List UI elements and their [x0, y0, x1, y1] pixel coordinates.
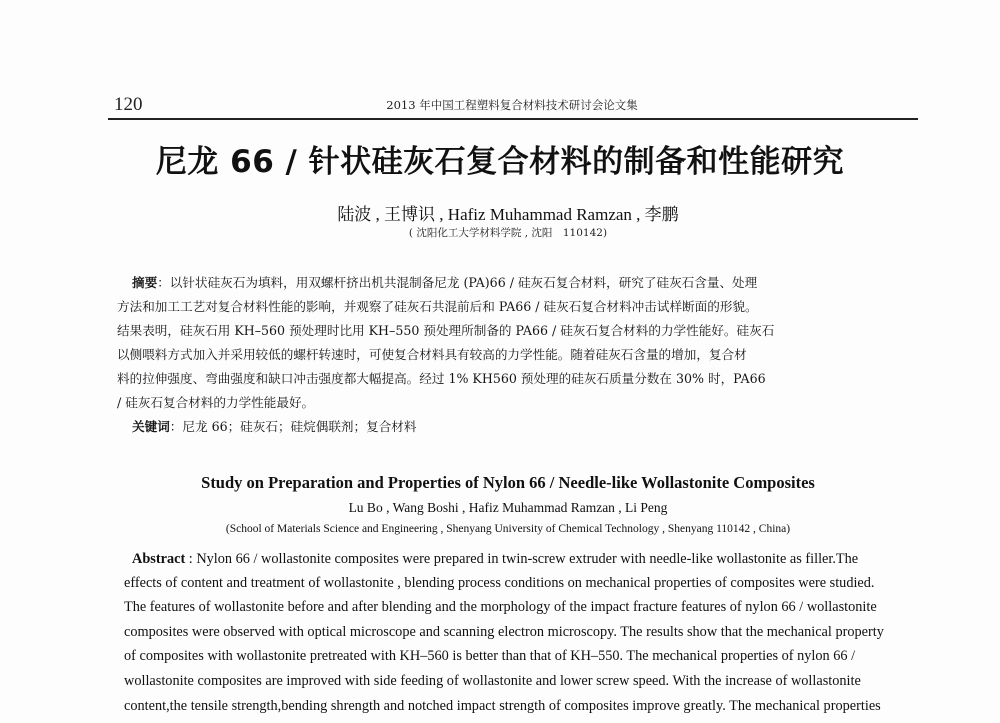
chinese-abstract-line: 料的拉伸强度、弯曲强度和缺口冲击强度都大幅提高。经过 1% KH560 预处理的硅灰石质量分数在 30% 时，PA66	[117, 371, 766, 386]
chinese-keywords: 关键词：尼龙 66；硅灰石；硅烷偶联剂；复合材料	[132, 419, 417, 434]
english-abstract-line: wollastonite composites are improved with side feeding of wollastonite and lower screw speed. With the increase of wollastonite	[124, 673, 861, 689]
chinese-abstract-line: 以侧喂料方式加入并采用较低的螺杆转速时，可使复合材料具有较高的力学性能。随着硅灰石含量的增加，复合材	[117, 347, 747, 362]
chinese-affiliation: ( 沈阳化工大学材料学院 , 沈阳 110142)	[408, 227, 608, 239]
english-affiliation: (School of Materials Science and Engineering , Shenyang University of Chemical Technology , Shenyang 110142 , China)	[225, 523, 791, 535]
chinese-abstract-label: 摘要	[132, 275, 158, 290]
running-header	[108, 94, 916, 118]
english-authors: Lu Bo , Wang Boshi , Hafiz Muhammad Ramzan , Li Peng	[348, 500, 668, 515]
english-title: Study on Preparation and Properties of Nylon 66 / Needle-like Wollastonite Composites	[201, 473, 815, 492]
english-abstract-line: composites were observed with optical microscope and scanning electron microscopy. The results show that the mechanical property	[124, 624, 884, 640]
chinese-abstract-line: / 硅灰石复合材料的力学性能最好。	[117, 395, 315, 410]
chinese-abstract-line: 摘要：以针状硅灰石为填料，用双螺杆挤出机共混制备尼龙 (PA)66 / 硅灰石复合材料，研究了硅灰石含量、处理	[132, 275, 758, 290]
english-abstract-line: effects of content and treatment of wollastonite , blending process conditions on mechanical properties of composites were studied.	[124, 575, 875, 591]
header-rule	[108, 118, 918, 120]
page-number: 120	[114, 94, 143, 115]
english-abstract-line: of composites with wollastonite pretreated with KH–560 is better than that of KH–550. The mechanical properties of nylon 66 /	[124, 648, 856, 664]
english-abstract-line: The features of wollastonite before and after blending and the morphology of the impact fracture features of nylon 66 / wollastonite	[124, 599, 877, 615]
english-abstract-line: content,the tensile strength,bending shrength and notched impact strength of composites improve greatly. The mechanical properties	[124, 698, 881, 714]
english-abstract-line: Abstract : Nylon 66 / wollastonite composites were prepared in twin-screw extruder with needle-like wollastonite as filler.The	[132, 551, 859, 567]
chinese-abstract-line: 结果表明，硅灰石用 KH–560 预处理时比用 KH–550 预处理所制备的 PA66 / 硅灰石复合材料的力学性能好。硅灰石	[117, 323, 775, 338]
chinese-abstract-line: 方法和加工工艺对复合材料性能的影响，并观察了硅灰石共混前后和 PA66 / 硅灰石复合材料冲击试样断面的形貌。	[117, 299, 758, 314]
chinese-authors: 陆波 , 王博识 , Hafiz Muhammad Ramzan , 李鹏	[337, 205, 679, 224]
chinese-keywords-label: 关键词	[132, 419, 170, 434]
journal-name: 2013 年中国工程塑料复合材料技术研讨会论文集	[386, 98, 638, 112]
chinese-title: 尼龙 66 / 针状硅灰石复合材料的制备和性能研究	[155, 144, 845, 180]
english-abstract-label: Abstract	[132, 551, 186, 567]
